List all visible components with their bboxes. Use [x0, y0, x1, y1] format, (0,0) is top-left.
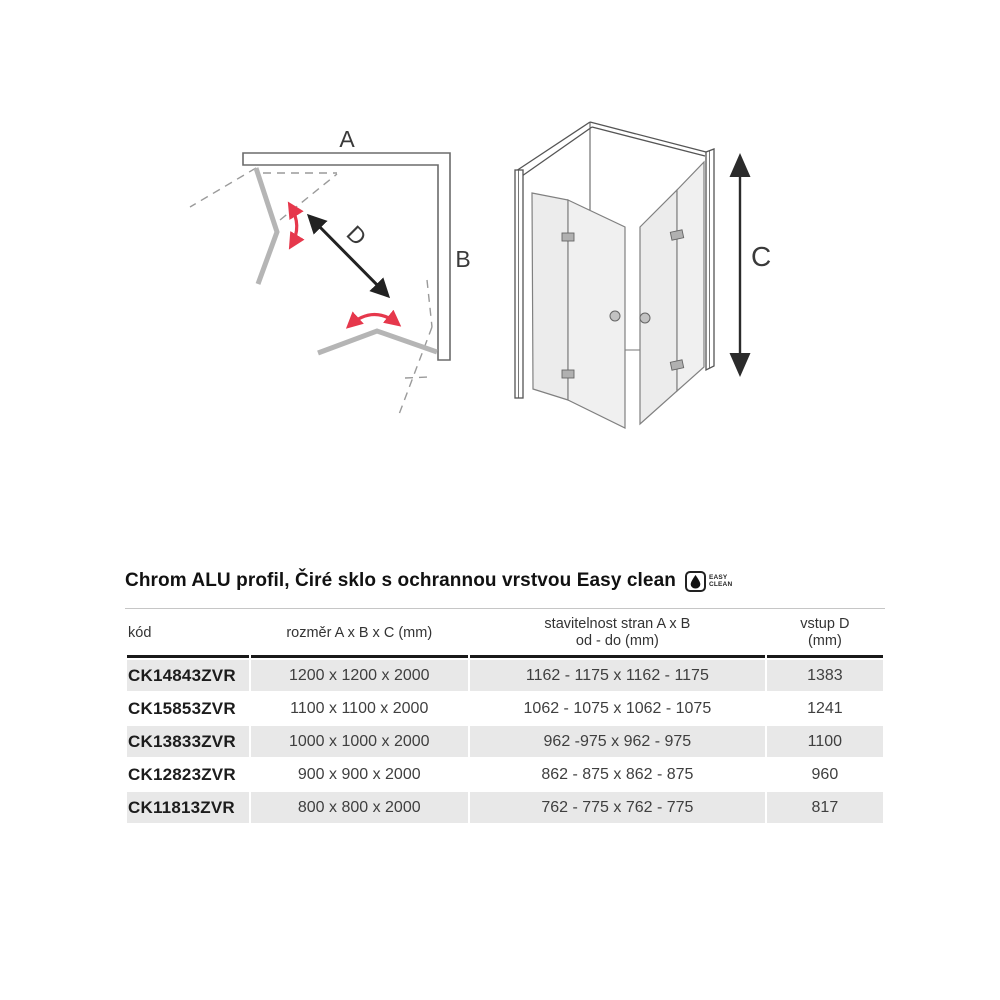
cell-rozmer: 1100 x 1100 x 2000 — [290, 699, 429, 717]
cell-kod: CK11813ZVR — [127, 792, 249, 823]
cell-kod: CK13833ZVR — [127, 726, 249, 757]
label-b: B — [455, 246, 471, 272]
dimension-arrow-d — [309, 216, 388, 296]
header-stavitelnost-line1: stavitelnost stran A x B — [544, 616, 691, 632]
table-row — [127, 693, 883, 724]
table-row — [127, 792, 883, 823]
bifold-door-left — [256, 168, 277, 284]
right-door-pair — [640, 162, 704, 424]
label-a: A — [339, 126, 355, 152]
title-row — [125, 570, 732, 592]
cell-stavitelnost: 862 - 875 x 862 - 875 — [541, 765, 694, 783]
spec-table — [125, 608, 885, 825]
table-row — [127, 726, 883, 757]
cell-vstup: 817 — [767, 792, 883, 823]
swing-arrow-bottom — [349, 314, 398, 326]
cell-stavitelnost: 1162 - 1175 x 1162 - 1175 — [470, 660, 765, 691]
cell-vstup: 1100 — [767, 726, 883, 757]
right-wall-profile — [706, 149, 714, 370]
table-row — [127, 759, 883, 790]
easyclean-line2: CLEAN — [708, 581, 733, 588]
cell-stavitelnost: 762 - 775 x 762 - 775 — [470, 792, 765, 823]
knob-icons — [610, 311, 650, 323]
door-swing-dashed-lines — [190, 168, 432, 417]
table-header-row — [127, 611, 883, 658]
left-door-pair — [532, 193, 625, 428]
cell-vstup: 1383 — [767, 660, 883, 691]
droplet-icon — [685, 571, 706, 592]
cell-rozmer: 1200 x 1200 x 2000 — [251, 660, 469, 691]
header-stavitelnost-line2: od - do (mm) — [575, 633, 659, 649]
cell-kod: CK14843ZVR — [127, 660, 249, 691]
cell-rozmer: 800 x 800 x 2000 — [251, 792, 469, 823]
easyclean-badge-text — [709, 574, 732, 588]
cell-rozmer: 900 x 900 x 2000 — [297, 765, 421, 783]
top-view-diagram — [170, 95, 510, 475]
left-wall-profile — [515, 170, 523, 398]
easyclean-line1: EASY — [708, 574, 728, 581]
cell-vstup: 960 — [811, 765, 839, 783]
header-stavitelnost — [470, 611, 765, 658]
cell-stavitelnost: 1062 - 1075 x 1062 - 1075 — [523, 699, 712, 717]
header-rozmer: rozměr A x B x C (mm) — [251, 611, 469, 658]
cell-kod: CK12823ZVR — [128, 764, 236, 784]
isometric-diagram — [495, 100, 785, 460]
cell-stavitelnost: 962 -975 x 962 - 975 — [470, 726, 765, 757]
wall-profiles — [243, 153, 450, 360]
page-title: Chrom ALU profil, Čiré sklo s ochrannou vrstvou Easy clean — [125, 570, 676, 591]
header-vstup-line1: vstup D — [800, 616, 850, 632]
cell-kod: CK15853ZVR — [128, 698, 236, 718]
table-row — [127, 660, 883, 691]
cell-rozmer: 1000 x 1000 x 2000 — [251, 726, 469, 757]
label-c: C — [751, 241, 772, 272]
height-arrow-c — [730, 153, 751, 377]
header-vstup — [767, 611, 883, 658]
easyclean-badge — [685, 571, 732, 592]
header-vstup-line2: (mm) — [807, 633, 842, 649]
bifold-door-bottom — [318, 331, 437, 353]
cell-vstup: 1241 — [807, 699, 843, 717]
header-kod: kód — [127, 611, 249, 658]
label-d: D — [341, 220, 372, 251]
